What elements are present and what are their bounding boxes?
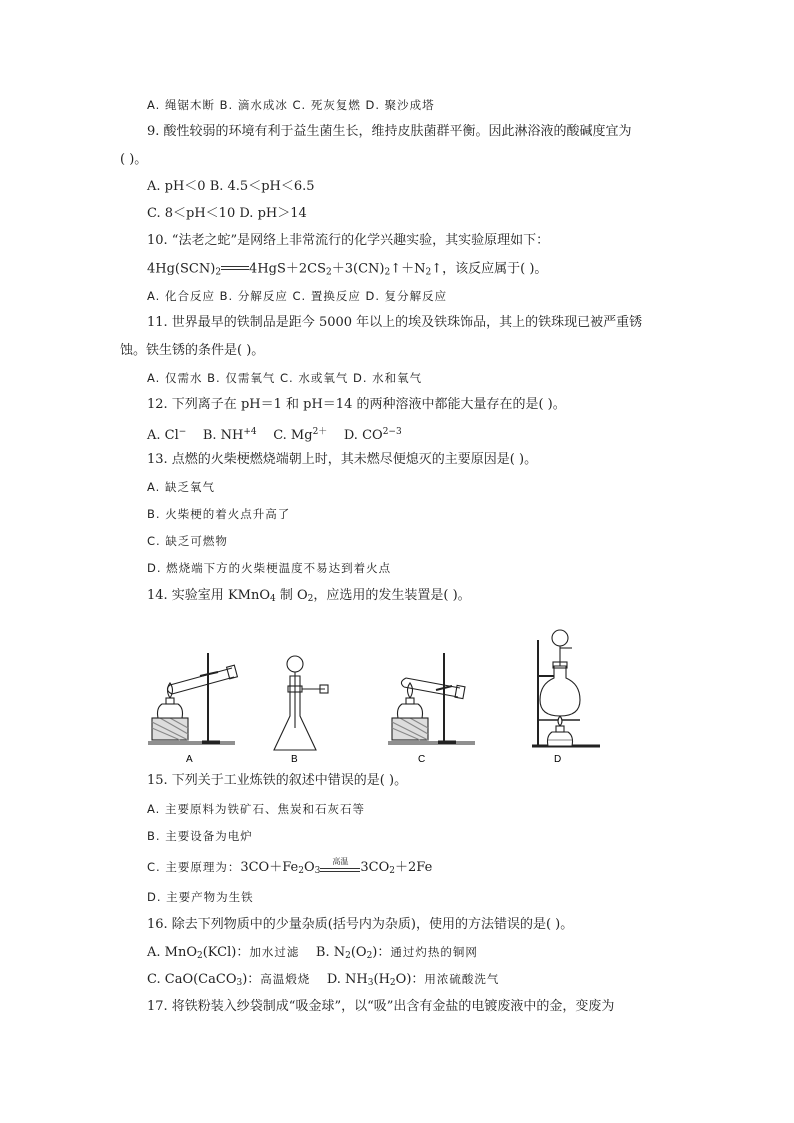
q13-option-a: A. 缺乏氧气 — [147, 480, 215, 494]
q15-option-a: A. 主要原料为铁矿石、焦炭和石灰石等 — [147, 802, 365, 816]
q9-stem-line2: ( )。 — [120, 152, 148, 167]
q16-options-ab: A. MnO$_2$(KCl)：加水过滤 B. $N_2(O_2)$：通过灼热的铜网 — [147, 945, 478, 961]
apparatus-figure — [140, 628, 610, 768]
q13-option-d: D. 燃烧端下方的火柴梗温度不易达到着火点 — [147, 561, 392, 575]
q9-stem-line1: 9. 酸性较弱的环境有利于益生菌生长，维持皮肤菌群平衡。因此淋浴液的酸碱度宜为 — [147, 124, 632, 139]
q15-option-c: C. 主要原理为：$3CO+Fe_2O_3$ 高温 $3CO_2+2Fe$ — [147, 858, 432, 880]
q15-stem: 15. 下列关于工业炼铁的叙述中错误的是( )。 — [147, 773, 408, 788]
q13-option-b: B. 火柴梗的着火点升高了 — [147, 507, 291, 521]
apparatus-label-a: A — [186, 754, 193, 765]
q11-options: A. 仅需水 B. 仅需氧气 C. 水或氧气 D. 水和氧气 — [147, 371, 423, 385]
reaction-condition: 高温 — [332, 856, 349, 866]
q13-option-c: C. 缺乏可燃物 — [147, 534, 228, 548]
q14-stem: 14. 实验室用 KMnO$_4$ 制 $O_2$，应选用的发生装置是( )。 — [147, 588, 471, 604]
apparatus-label-b: B — [291, 754, 298, 765]
q10-stem-line1: 10. “法老之蛇”是网络上非常流行的化学兴趣实验，其实验原理如下： — [147, 233, 550, 248]
apparatus-b — [274, 656, 328, 750]
apparatus-label-d: D — [554, 754, 562, 765]
q16-options-cd: C. CaO(CaCO$_3$)：高温煅烧 D. $NH_3(H_2O)$：用浓硫酸洗气 — [147, 972, 500, 988]
q9-options-ab: A. pH＜0 B. 4.5＜pH＜6.5 — [147, 179, 315, 194]
q10-options: A. 化合反应 B. 分解反应 C. 置换反应 D. 复分解反应 — [147, 289, 448, 303]
q8-options: A. 绳锯木断 B. 滴水成冰 C. 死灰复燃 D. 聚沙成塔 — [147, 98, 435, 112]
q12-stem: 12. 下列离子在 pH＝1 和 pH＝14 的两种溶液中都能大量存在的是( )。 — [147, 397, 566, 412]
q17-stem-line1: 17. 将铁粉装入纱袋制成“吸金球”，以“吸”出含有金盐的电镀废液中的金，变废为 — [147, 999, 615, 1014]
apparatus-d — [532, 630, 600, 746]
q13-stem: 13. 点燃的火柴梗燃烧端朝上时，其未燃尽便熄灭的主要原因是( )。 — [147, 452, 538, 467]
q10-equation: $4Hg(SCN)_2$ $4HgS+2CS_2+3(CN)_2↑+N_2↑$，该反应属于( )。 — [147, 261, 548, 278]
q15-option-b: B. 主要设备为电炉 — [147, 829, 253, 843]
q15-option-d: D. 主要产物为生铁 — [147, 890, 254, 904]
q16-stem: 16. 除去下列物质中的少量杂质(括号内为杂质)，使用的方法错误的是( )。 — [147, 917, 574, 932]
q11-stem-line1: 11. 世界最早的铁制品是距今 5000 年以上的埃及铁珠饰品，其上的铁珠现已被严重锈 — [147, 315, 643, 330]
q11-stem-line2: 蚀。铁生锈的条件是( )。 — [120, 343, 265, 358]
apparatus-label-c: C — [418, 754, 426, 765]
q9-options-cd: C. 8＜pH＜10 D. pH＞14 — [147, 206, 307, 221]
q12-options: A. Cl− B. $NH^{+4}$ C. $Mg^{2+}$ D. $CO^{2-3}$ — [147, 427, 402, 443]
apparatus-a — [148, 653, 237, 744]
apparatus-c — [388, 653, 475, 744]
